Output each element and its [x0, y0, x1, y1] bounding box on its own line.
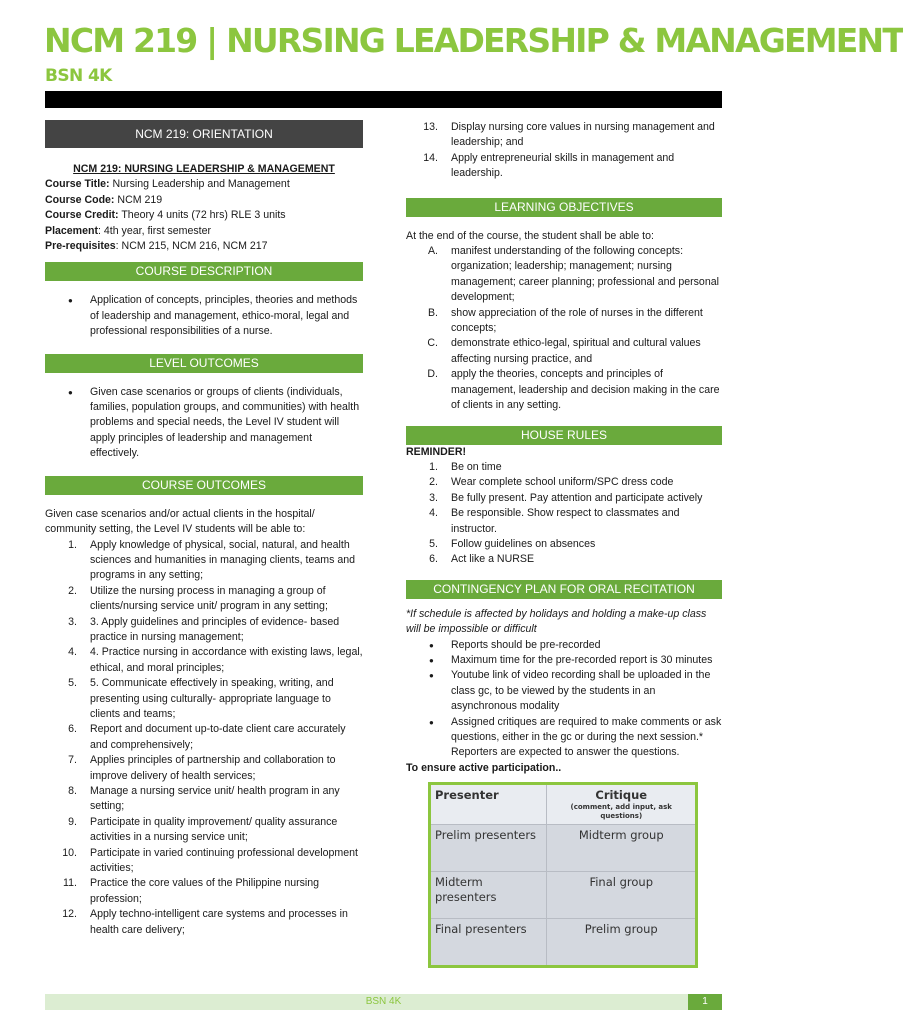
critique-cell: Prelim group: [547, 919, 697, 967]
list-item: 1. Be on time: [429, 460, 502, 473]
info-row: Placement: 4th year, first semester: [45, 224, 212, 237]
house-rules-header: HOUSE RULES: [406, 426, 722, 445]
course-description-list: [45, 293, 363, 339]
table-row: [430, 825, 697, 872]
page-number: 1: [688, 994, 722, 1010]
list-item: ● Application of concepts, principles, theories and methods of leadership and management, ethico-moral, legal and professional responsibilities of a nurse.: [45, 293, 363, 339]
course-outcomes-intro: Given case scenarios and/or actual clients in the hospital/ community setting, the Level IV students will be able to:: [45, 507, 315, 536]
course-info: [45, 177, 363, 254]
presenter-cell: Prelim presenters: [430, 825, 547, 872]
list-item: 3. Be fully present. Pay attention and participate actively: [429, 491, 703, 504]
learning-objectives-intro: At the end of the course, the student shall be able to:: [406, 229, 654, 242]
right-column: [406, 120, 722, 968]
presenter-column-header: Presenter: [430, 784, 547, 825]
list-item: 11. Practice the core values of the Philippine nursing profession;: [63, 877, 320, 905]
list-item: 1. Apply knowledge of physical, social, natural, and health sciences and humanities in managing clients, teams and programs in any setting;: [68, 538, 355, 582]
document-title: NCM 219 | NURSING LEADERSHIP & MANAGEMENT: [44, 21, 903, 60]
list-item: 14. Apply entrepreneurial skills in management and leadership.: [423, 151, 675, 180]
critique-column-header: Critique (comment, add input, ask questions): [547, 784, 697, 825]
active-participation-label: To ensure active participation..: [406, 761, 562, 774]
list-item: ● Given case scenarios or groups of clients (individuals, families, population groups, and communities) with health problems and special needs, the Level IV student will apply principles of leadership and management effectively.: [45, 385, 363, 462]
list-item: A. manifest understanding of the following concepts: organization; leadership; management; nursing management; career planning; professional and personal development;: [427, 245, 719, 304]
contingency-note: *If schedule is affected by holidays and holding a make-up class will be impossible or difficult: [406, 607, 707, 636]
critique-cell: Final group: [547, 872, 697, 919]
list-item: 7. Applies principles of partnership and collaboration to improve delivery of health services;: [68, 754, 336, 782]
presenter-critique-table: [428, 782, 698, 968]
list-item: 13. Display nursing core values in nursing management and leadership; and: [423, 121, 715, 149]
presenter-cell: Midterm presenters: [430, 872, 547, 919]
house-rules-list: [406, 460, 722, 568]
contingency-list: [406, 638, 722, 761]
left-column: [45, 120, 363, 938]
table-row: [430, 919, 697, 967]
footer-label: BSN 4K: [365, 996, 402, 1007]
list-item: 10. Participate in varied continuing professional development activities;: [62, 846, 358, 875]
list-item: 5. Follow guidelines on absences: [429, 537, 596, 550]
list-item: C. demonstrate ethico-legal, spiritual and cultural values affecting nursing practice, and: [427, 337, 701, 365]
info-row: Course Title: Nursing Leadership and Management: [45, 178, 290, 191]
info-row: Course Code: NCM 219: [45, 193, 163, 206]
presenter-cell: Final presenters: [430, 919, 547, 967]
page-footer: [45, 994, 722, 1010]
list-item: 8. Manage a nursing service unit/ health program in any setting;: [68, 785, 340, 813]
level-outcomes-header: LEVEL OUTCOMES: [45, 354, 363, 373]
orientation-header: NCM 219: ORIENTATION: [45, 120, 363, 148]
course-outcomes-header: COURSE OUTCOMES: [45, 476, 363, 495]
list-item: D. apply the theories, concepts and principles of management, leadership and decision making in the care of clients in any setting.: [427, 368, 720, 412]
info-row: Course Credit: Theory 4 units (72 hrs) RLE 3 units: [45, 209, 286, 222]
list-item: 9. Participate in quality improvement/ quality assurance activities in a nursing service unit;: [68, 815, 338, 844]
contingency-plan-header: CONTINGENCY PLAN FOR ORAL RECITATION: [406, 580, 722, 599]
list-item: ● Youtube link of video recording shall be uploaded in the class gc, to be viewed by the students in an asynchronous modality: [406, 668, 722, 714]
list-item: 4. 4. Practice nursing in accordance with existing laws, legal, ethical, and moral principles;: [68, 646, 363, 674]
list-item: 12. Apply techno-intelligent care systems and processes in health care delivery;: [62, 908, 348, 936]
info-row: Pre-requisites: NCM 215, NCM 216, NCM 217: [45, 240, 268, 253]
learning-objectives-list: [406, 244, 722, 413]
critique-cell: Midterm group: [547, 825, 697, 872]
course-outcomes-list: [45, 538, 363, 939]
list-item: ● Maximum time for the pre-recorded report is 30 minutes: [406, 653, 722, 668]
list-item: 2. Utilize the nursing process in managing a group of clients/nursing service unit/ program in any setting;: [68, 584, 328, 613]
title-divider-bar: [45, 91, 722, 108]
list-item: ● Assigned critiques are required to make comments or ask questions, either in the gc or during the next session.* Reporters are expected to answer the questions.: [406, 715, 722, 761]
list-item: 6. Act like a NURSE: [429, 553, 535, 566]
course-description-header: COURSE DESCRIPTION: [45, 262, 363, 281]
reminder-label: REMINDER!: [406, 445, 467, 458]
list-item: 2. Wear complete school uniform/SPC dress code: [429, 476, 674, 489]
course-outcomes-list-continued: [406, 120, 722, 182]
list-item: 4. Be responsible. Show respect to classmates and instructor.: [429, 507, 680, 535]
list-item: B. show appreciation of the role of nurses in the different concepts;: [427, 306, 703, 335]
list-item: ● Reports should be pre-recorded: [406, 638, 722, 653]
learning-objectives-header: LEARNING OBJECTIVES: [406, 198, 722, 217]
table-row: [430, 872, 697, 919]
list-item: 6. Report and document up-to-date client care accurately and comprehensively;: [68, 723, 346, 751]
level-outcomes-list: [45, 385, 363, 462]
list-item: 5. 5. Communicate effectively in speaking, writing, and presenting using culturally- appropriate language to clients and teams;: [68, 677, 334, 720]
list-item: 3. 3. Apply guidelines and principles of evidence- based practice in nursing management;: [68, 615, 340, 643]
course-heading: NCM 219: NURSING LEADERSHIP & MANAGEMENT: [73, 163, 335, 175]
document-subtitle: BSN 4K: [45, 66, 112, 86]
table-header-row: [430, 784, 697, 825]
